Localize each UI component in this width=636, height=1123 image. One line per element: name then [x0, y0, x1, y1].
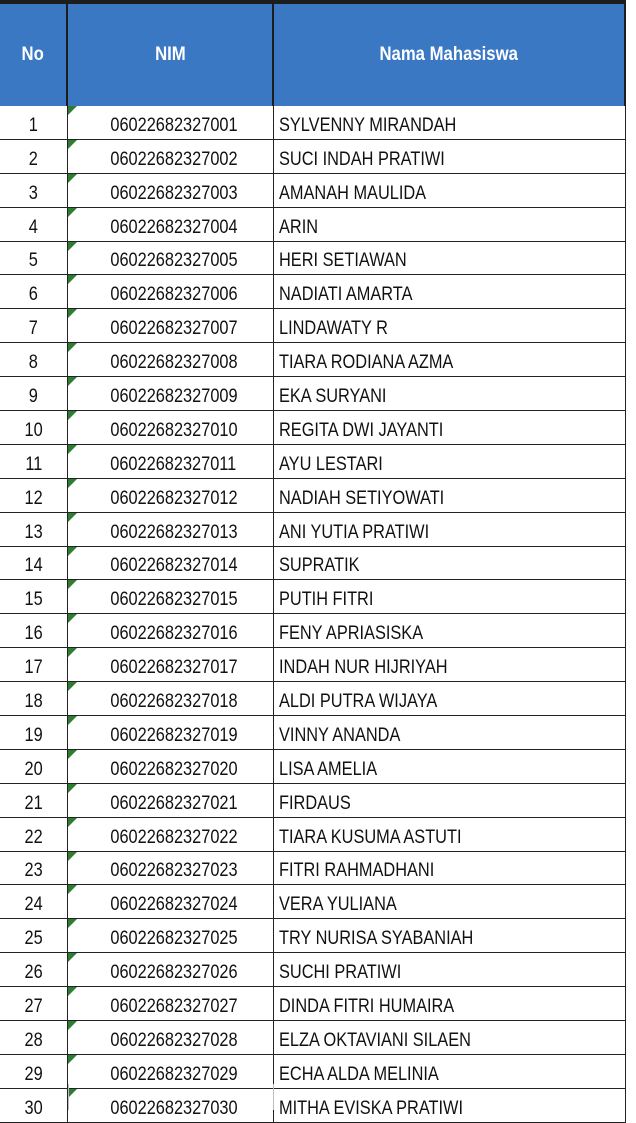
- error-indicator-icon: [68, 1055, 77, 1064]
- cell-no-text: 8: [28, 352, 39, 374]
- header-cell-next-column[interactable]: [626, 0, 636, 106]
- cell-no-text: 23: [24, 860, 43, 882]
- cell-nim-text: 06022682327022: [109, 826, 238, 848]
- cell-no[interactable]: [0, 987, 68, 1021]
- cell-nim[interactable]: [68, 852, 274, 886]
- table-row: [0, 885, 626, 919]
- cell-nim[interactable]: [68, 479, 274, 513]
- cell-no-text: 27: [24, 996, 43, 1018]
- cell-no-text: 29: [24, 1063, 43, 1085]
- cell-no[interactable]: [0, 1055, 68, 1089]
- cell-nim-text: 06022682327010: [109, 419, 238, 441]
- cell-nim[interactable]: [68, 106, 274, 140]
- cell-nim-text: 06022682327023: [109, 860, 238, 882]
- cell-nim-text: 06022682327026: [109, 962, 238, 984]
- cell-no-text: 19: [24, 724, 43, 746]
- cell-no-text: 3: [28, 182, 39, 204]
- cell-nim[interactable]: [68, 547, 274, 581]
- cell-name[interactable]: [274, 1055, 626, 1089]
- cell-name[interactable]: [274, 411, 626, 445]
- cell-nim[interactable]: [68, 140, 274, 174]
- cell-nim[interactable]: [68, 208, 274, 242]
- table-row: [0, 242, 626, 276]
- cell-nim-text: 06022682327020: [109, 758, 238, 780]
- cell-nim-text: 06022682327017: [109, 657, 238, 679]
- cell-name[interactable]: [274, 750, 626, 784]
- cell-no-text: 13: [24, 521, 43, 543]
- cell-name[interactable]: [274, 479, 626, 513]
- cell-nim-text: 06022682327028: [109, 1029, 238, 1051]
- cell-nim[interactable]: [68, 174, 274, 208]
- error-indicator-icon: [68, 479, 77, 488]
- cell-name[interactable]: [274, 343, 626, 377]
- cell-no[interactable]: [0, 377, 68, 411]
- cell-no-text: 24: [24, 894, 43, 916]
- cell-no[interactable]: [0, 411, 68, 445]
- cell-no-text: 1: [28, 114, 39, 136]
- cell-name[interactable]: [274, 140, 626, 174]
- cell-nim[interactable]: [68, 275, 274, 309]
- cell-name[interactable]: [274, 445, 626, 479]
- table-row: [0, 547, 626, 581]
- cell-name-text: LINDAWATY R: [279, 318, 388, 340]
- cell-nim[interactable]: [68, 648, 274, 682]
- cell-no[interactable]: [0, 784, 68, 818]
- cell-nim[interactable]: [68, 242, 274, 276]
- table-row: [0, 343, 626, 377]
- cell-name[interactable]: [274, 648, 626, 682]
- cell-nim-text: 06022682327018: [109, 691, 238, 713]
- cell-no[interactable]: [0, 919, 68, 953]
- header-label-name: Nama Mahasiswa: [379, 44, 519, 65]
- error-indicator-icon: [68, 885, 77, 894]
- cell-nim[interactable]: [68, 513, 274, 547]
- cell-name[interactable]: [274, 377, 626, 411]
- cell-nim-text: 06022682327001: [109, 114, 238, 136]
- cell-name-text: HERI SETIAWAN: [279, 250, 407, 272]
- cell-no-text: 25: [24, 928, 43, 950]
- cell-no[interactable]: [0, 1089, 68, 1123]
- cell-no-text: 11: [25, 453, 42, 475]
- error-indicator-icon: [68, 275, 77, 284]
- table-row: [0, 140, 626, 174]
- cell-name[interactable]: [274, 580, 626, 614]
- table-header-row: [0, 0, 636, 106]
- cell-no-text: 12: [24, 487, 43, 509]
- cell-nim[interactable]: [68, 377, 274, 411]
- cell-name[interactable]: [274, 818, 626, 852]
- cell-nim[interactable]: [68, 614, 274, 648]
- cell-name[interactable]: [274, 1021, 626, 1055]
- table-row: [0, 208, 626, 242]
- cell-name[interactable]: [274, 919, 626, 953]
- error-indicator-icon: [68, 818, 77, 827]
- table-row: [0, 987, 626, 1021]
- cell-no[interactable]: [0, 275, 68, 309]
- table-row: [0, 852, 626, 886]
- table-row: [0, 411, 626, 445]
- cell-name[interactable]: [274, 716, 626, 750]
- table-row: [0, 953, 626, 987]
- cell-no-text: 6: [28, 284, 39, 306]
- cell-name-text: REGITA DWI JAYANTI: [279, 419, 444, 441]
- cell-no[interactable]: [0, 648, 68, 682]
- cell-name-text: TRY NURISA SYABANIAH: [279, 928, 474, 950]
- cell-nim-text: 06022682327006: [109, 284, 238, 306]
- error-indicator-icon: [68, 716, 77, 725]
- cell-no-text: 16: [24, 623, 43, 645]
- cell-no-text: 22: [24, 826, 43, 848]
- table-row: [0, 580, 626, 614]
- cell-no[interactable]: [0, 140, 68, 174]
- cell-no-text: 20: [24, 758, 43, 780]
- cell-name-text: ALDI PUTRA WIJAYA: [279, 691, 438, 713]
- cell-no-text: 9: [28, 386, 39, 408]
- table-row: [0, 1021, 626, 1055]
- error-indicator-icon: [68, 411, 77, 420]
- table-row: [0, 174, 626, 208]
- error-indicator-icon: [68, 614, 77, 623]
- cell-nim[interactable]: [68, 1021, 274, 1055]
- error-indicator-icon: [68, 1021, 77, 1030]
- cell-name-text: ECHA ALDA MELINIA: [279, 1063, 439, 1085]
- cell-name[interactable]: [274, 513, 626, 547]
- header-cell-name[interactable]: [274, 0, 626, 106]
- table-row: [0, 750, 626, 784]
- cell-name-text: FITRI RAHMADHANI: [279, 860, 435, 882]
- table-row: [0, 682, 626, 716]
- table-row: [0, 784, 626, 818]
- cell-nim[interactable]: [68, 716, 274, 750]
- cell-nim-text: 06022682327021: [109, 792, 238, 814]
- cell-nim-text: 06022682327002: [109, 148, 238, 170]
- cell-no-text: 5: [28, 250, 39, 272]
- cell-nim-text: 06022682327009: [109, 386, 238, 408]
- cell-nim-text: 06022682327003: [109, 182, 238, 204]
- error-indicator-icon: [68, 580, 77, 589]
- error-indicator-icon: [68, 377, 77, 386]
- error-indicator-icon: [68, 343, 77, 352]
- table-body: [0, 106, 626, 1123]
- cell-no-text: 26: [24, 962, 43, 984]
- cell-nim-text: 06022682327019: [109, 724, 238, 746]
- cell-no[interactable]: [0, 682, 68, 716]
- cell-nim-text: 06022682327004: [109, 216, 238, 238]
- cell-nim[interactable]: [68, 919, 274, 953]
- cell-name[interactable]: [274, 174, 626, 208]
- cell-nim-text: 06022682327025: [109, 928, 238, 950]
- cell-name-text: DINDA FITRI HUMAIRA: [279, 996, 455, 1018]
- table-row: [0, 275, 626, 309]
- cell-name-text: NADIATI AMARTA: [279, 284, 413, 306]
- cell-no[interactable]: [0, 716, 68, 750]
- empty-row-stub: [68, 1084, 274, 1110]
- cell-no-text: 21: [24, 792, 43, 814]
- table-row: [0, 648, 626, 682]
- cell-name-text: ANI YUTIA PRATIWI: [279, 521, 430, 543]
- table-row: [0, 716, 626, 750]
- cell-name-text: SUCHI PRATIWI: [279, 962, 402, 984]
- cell-name[interactable]: [274, 208, 626, 242]
- error-indicator-icon: [68, 174, 77, 183]
- cell-nim-text: 06022682327015: [109, 589, 238, 611]
- cell-name-text: PUTIH FITRI: [279, 589, 374, 611]
- cell-name[interactable]: [274, 106, 626, 140]
- cell-name-text: VINNY ANANDA: [279, 724, 401, 746]
- cell-no-text: 4: [28, 216, 39, 238]
- cell-no[interactable]: [0, 614, 68, 648]
- cell-nim-text: 06022682327007: [109, 318, 238, 340]
- cell-no-text: 30: [24, 1097, 43, 1119]
- cell-name-text: SYLVENNY MIRANDAH: [279, 114, 457, 136]
- cell-nim-text: 06022682327014: [109, 555, 238, 577]
- cell-no-text: 14: [24, 555, 43, 577]
- cell-name-text: AMANAH MAULIDA: [279, 182, 427, 204]
- header-label-no: No: [21, 44, 45, 65]
- cell-name[interactable]: [274, 547, 626, 581]
- cell-name-text: FIRDAUS: [279, 792, 351, 814]
- cell-no[interactable]: [0, 174, 68, 208]
- cell-nim-text: 06022682327012: [109, 487, 238, 509]
- cell-name[interactable]: [274, 682, 626, 716]
- table-row: [0, 614, 626, 648]
- cell-nim[interactable]: [68, 750, 274, 784]
- cell-name-text: SUPRATIK: [279, 555, 360, 577]
- table-row: [0, 513, 626, 547]
- cell-name[interactable]: [274, 885, 626, 919]
- cell-nim-text: 06022682327008: [109, 352, 238, 374]
- cell-nim-text: 06022682327011: [110, 453, 237, 475]
- cell-no-text: 2: [28, 148, 39, 170]
- cell-no[interactable]: [0, 309, 68, 343]
- cell-no-text: 7: [28, 318, 39, 340]
- cell-nim[interactable]: [68, 343, 274, 377]
- table-row: [0, 106, 626, 140]
- cell-no[interactable]: [0, 106, 68, 140]
- error-indicator-icon: [68, 852, 77, 861]
- cell-no[interactable]: [0, 580, 68, 614]
- cell-name-text: MITHA EVISKA PRATIWI: [279, 1097, 464, 1119]
- cell-nim-text: 06022682327013: [109, 521, 238, 543]
- error-indicator-icon: [68, 445, 77, 454]
- error-indicator-icon: [68, 242, 77, 251]
- cell-no-text: 18: [24, 691, 43, 713]
- error-indicator-icon: [68, 309, 77, 318]
- header-label-nim: NIM: [154, 44, 186, 65]
- cell-name-text: TIARA RODIANA AZMA: [279, 352, 454, 374]
- cell-name-text: SUCI INDAH PRATIWI: [279, 148, 445, 170]
- cell-name-text: EKA SURYANI: [279, 386, 387, 408]
- cell-name[interactable]: [274, 1089, 626, 1123]
- header-cell-nim[interactable]: [68, 0, 274, 106]
- error-indicator-icon: [68, 648, 77, 657]
- table-row: [0, 919, 626, 953]
- error-indicator-icon: [68, 140, 77, 149]
- table-row: [0, 818, 626, 852]
- cell-no[interactable]: [0, 818, 68, 852]
- cell-nim[interactable]: [68, 953, 274, 987]
- cell-name[interactable]: [274, 275, 626, 309]
- cell-no[interactable]: [0, 242, 68, 276]
- table-row: [0, 445, 626, 479]
- cell-name-text: LISA AMELIA: [279, 758, 378, 780]
- error-indicator-icon: [68, 513, 77, 522]
- cell-no[interactable]: [0, 479, 68, 513]
- cell-nim-text: 06022682327005: [109, 250, 238, 272]
- cell-name[interactable]: [274, 242, 626, 276]
- cell-no-text: 10: [24, 419, 43, 441]
- cell-name[interactable]: [274, 953, 626, 987]
- cell-nim-text: 06022682327016: [109, 623, 238, 645]
- cell-nim[interactable]: [68, 682, 274, 716]
- cell-no-text: 15: [24, 589, 43, 611]
- cell-no-text: 17: [24, 657, 43, 679]
- cell-name-text: VERA YULIANA: [279, 894, 397, 916]
- cell-no[interactable]: [0, 852, 68, 886]
- cell-no[interactable]: [0, 547, 68, 581]
- cell-name[interactable]: [274, 852, 626, 886]
- cell-no[interactable]: [0, 513, 68, 547]
- cell-nim[interactable]: [68, 885, 274, 919]
- error-indicator-icon: [68, 106, 77, 115]
- error-indicator-icon: [68, 953, 77, 962]
- cell-nim-text: 06022682327027: [109, 996, 238, 1018]
- cell-name-text: NADIAH SETIYOWATI: [279, 487, 445, 509]
- cell-nim-text: 06022682327024: [109, 894, 238, 916]
- cell-nim[interactable]: [68, 818, 274, 852]
- cell-nim[interactable]: [68, 309, 274, 343]
- error-indicator-icon: [68, 682, 77, 691]
- cell-no[interactable]: [0, 953, 68, 987]
- cell-nim[interactable]: [68, 445, 274, 479]
- cell-name-text: ELZA OKTAVIANI SILAEN: [279, 1029, 471, 1051]
- cell-name-text: ARIN: [279, 216, 319, 238]
- header-cell-no[interactable]: [0, 0, 68, 106]
- error-indicator-icon: [68, 784, 77, 793]
- cell-name[interactable]: [274, 987, 626, 1021]
- error-indicator-icon: [68, 919, 77, 928]
- cell-name-text: INDAH NUR HIJRIYAH: [279, 657, 448, 679]
- cell-name[interactable]: [274, 784, 626, 818]
- error-indicator-icon: [68, 750, 77, 759]
- cell-no[interactable]: [0, 445, 68, 479]
- error-indicator-icon: [68, 208, 77, 217]
- cell-name-text: AYU LESTARI: [279, 453, 383, 475]
- error-indicator-icon: [68, 987, 77, 996]
- cell-name-text: FENY APRIASISKA: [279, 623, 424, 645]
- cell-name[interactable]: [274, 614, 626, 648]
- cell-nim-text: 06022682327030: [109, 1097, 238, 1119]
- cell-nim[interactable]: [68, 784, 274, 818]
- cell-no[interactable]: [0, 208, 68, 242]
- cell-no-text: 28: [24, 1029, 43, 1051]
- cell-no[interactable]: [0, 343, 68, 377]
- cell-no[interactable]: [0, 750, 68, 784]
- error-indicator-icon: [68, 547, 77, 556]
- cell-nim[interactable]: [68, 987, 274, 1021]
- cell-no[interactable]: [0, 1021, 68, 1055]
- table-row: [0, 377, 626, 411]
- table-row: [0, 479, 626, 513]
- cell-no[interactable]: [0, 885, 68, 919]
- cell-name[interactable]: [274, 309, 626, 343]
- cell-name-text: TIARA KUSUMA ASTUTI: [279, 826, 462, 848]
- cell-nim[interactable]: [68, 580, 274, 614]
- table-row: [0, 309, 626, 343]
- cell-nim[interactable]: [68, 411, 274, 445]
- cell-nim-text: 06022682327029: [109, 1063, 238, 1085]
